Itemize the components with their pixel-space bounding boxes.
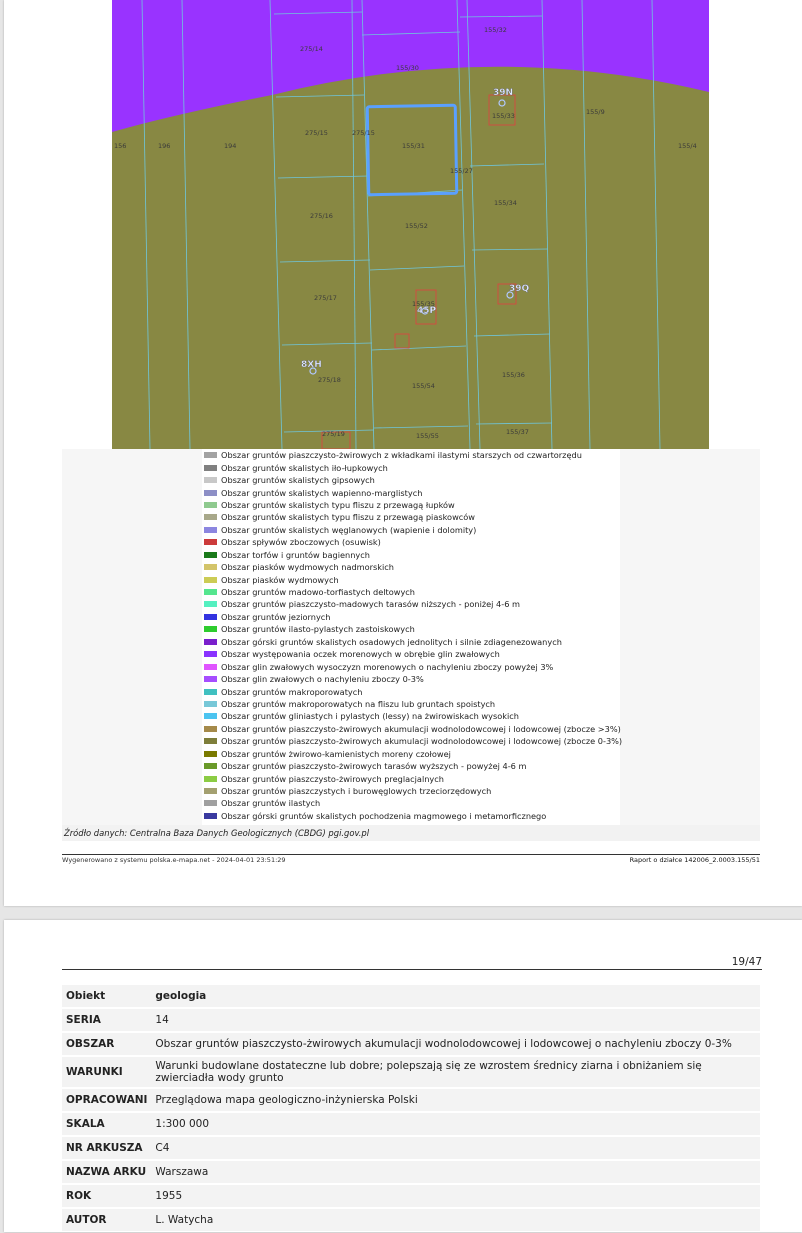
legend-label: Obszar gruntów ilasto-pylastych zastoiskowych [221, 624, 415, 635]
parcel-label[interactable]: 155/30 [396, 64, 419, 72]
legend-item [202, 561, 620, 573]
legend-item [202, 797, 620, 809]
legend-item [202, 685, 620, 697]
legend-swatch [204, 726, 217, 732]
borehole-label[interactable]: 39N [493, 88, 514, 98]
legend-label: Obszar gruntów skalistych typu fliszu z przewagą łupków [221, 499, 455, 510]
info-key: OBSZAR [62, 1033, 151, 1055]
legend-item [202, 648, 620, 660]
legend-swatch [204, 601, 217, 607]
info-key: Obiekt [62, 985, 151, 1007]
legend-swatch [204, 776, 217, 782]
legend-item [202, 449, 620, 461]
legend-label: Obszar gruntów makroporowatych na fliszu lub gruntach spoistych [221, 698, 496, 709]
legend-label: Obszar gruntów skalistych węglanowych (wapienie i dolomity) [221, 524, 477, 535]
legend-swatch [204, 490, 217, 496]
parcel-label[interactable]: 275/19 [322, 430, 345, 438]
legend-item [202, 623, 620, 635]
info-value: Obszar gruntów piaszczysto-żwirowych akumulacji wodnolodowcowej i lodowcowej o nachyleniu zboczy 0-3% [151, 1033, 760, 1055]
legend-item [202, 785, 620, 797]
legend-swatch [204, 552, 217, 558]
info-value: 1:300 000 [151, 1113, 760, 1135]
legend-item [202, 573, 620, 585]
info-key: ROK [62, 1185, 151, 1207]
geology-map[interactable] [112, 0, 709, 449]
parcel-label[interactable]: 155/32 [484, 26, 507, 34]
info-key: OPRACOWANI [62, 1089, 151, 1111]
legend-label: Obszar gruntów piaszczysto-żwirowych z wkładkami ilastymi starszych od czwartorzędu [221, 450, 582, 461]
legend-item [202, 673, 620, 685]
legend-swatch [204, 788, 217, 794]
legend-label: Obszar glin zwałowych o nachyleniu zboczy 0-3% [221, 674, 424, 685]
info-row [62, 1113, 760, 1135]
page-number: 19/47 [731, 956, 762, 968]
info-value: L. Watycha [151, 1209, 760, 1231]
legend-item [202, 698, 620, 710]
legend-label: Obszar gruntów makroporowatych [221, 686, 363, 697]
parcel-label[interactable]: 155/27 [450, 167, 473, 175]
info-row [62, 1009, 760, 1031]
parcel-label[interactable]: 275/18 [318, 376, 341, 384]
legend-panel [62, 449, 760, 825]
legend-swatch [204, 689, 217, 695]
legend-label: Obszar piasków wydmowych [221, 574, 339, 585]
info-row [62, 1057, 760, 1087]
parcel-label[interactable]: 155/52 [405, 222, 428, 230]
legend-label: Obszar gruntów piaszczysto-żwirowych akumulacji wodnolodowcowej i lodowcowej (zbocze 0-3%) [221, 736, 623, 747]
info-row [62, 1209, 760, 1231]
legend-label: Obszar gruntów piaszczysto-żwirowych preglacjalnych [221, 773, 444, 784]
legend-label: Obszar gruntów piaszczysto-madowych tarasów niższych - poniżej 4-6 m [221, 599, 521, 610]
legend-item [202, 499, 620, 511]
legend-swatch [204, 713, 217, 719]
legend-item [202, 598, 620, 610]
info-value: Warszawa [151, 1161, 760, 1183]
info-key: SERIA [62, 1009, 151, 1031]
legend-swatch [204, 539, 217, 545]
legend-swatch [204, 626, 217, 632]
legend-label: Obszar gruntów piaszczystych i burowęglowych trzeciorzędowych [221, 786, 492, 797]
legend-item [202, 810, 620, 822]
legend-swatch [204, 751, 217, 757]
legend-item [202, 760, 620, 772]
legend-swatch [204, 763, 217, 769]
parcel-label[interactable]: 155/4 [678, 142, 697, 150]
map-legend [202, 449, 623, 825]
parcel-label[interactable]: 275/15 [305, 129, 328, 137]
info-value: 1955 [151, 1185, 760, 1207]
info-key: NR ARKUSZA [62, 1137, 151, 1159]
borehole-label[interactable]: 39Q [509, 284, 530, 294]
legend-item [202, 748, 620, 760]
header-divider [62, 969, 762, 970]
parcel-label[interactable]: 155/55 [416, 432, 439, 440]
legend-swatch [204, 589, 217, 595]
legend-label: Obszar gruntów skalistych gipsowych [221, 475, 375, 486]
legend-label: Obszar gruntów jeziornych [221, 611, 331, 622]
legend-item [202, 486, 620, 498]
legend-swatch [204, 676, 217, 682]
legend-swatch [204, 701, 217, 707]
legend-label: Obszar gruntów skalistych typu fliszu z przewagą piaskowców [221, 512, 475, 523]
legend-swatch [204, 614, 217, 620]
legend-label: Obszar gruntów gliniastych i pylastych (lessy) na żwirowiskach wysokich [221, 711, 519, 722]
report-page-19 [4, 920, 802, 1232]
legend-label: Obszar górski gruntów skalistych osadowych jednolitych i silnie zdiagenezowanych [221, 636, 562, 647]
legend-item [202, 636, 620, 648]
legend-swatch [204, 664, 217, 670]
legend-item [202, 549, 620, 561]
legend-swatch [204, 738, 217, 744]
legend-swatch [204, 465, 217, 471]
legend-swatch [204, 577, 217, 583]
parcel-label[interactable]: 155/36 [502, 371, 525, 379]
parcel-label[interactable]: 155/37 [506, 428, 529, 436]
report-page-18 [4, 0, 802, 906]
geology-info-table [62, 983, 760, 1233]
footer-report-id: Raport o działce 142006_2.0003.155/51 [629, 856, 760, 864]
info-row [62, 1185, 760, 1207]
legend-swatch [204, 514, 217, 520]
info-value: Warunki budowlane dostateczne lub dobre; polepszają się ze wzrostem średnicy ziarna i obniżaniem się zwierciadła wody grunto [151, 1057, 760, 1087]
legend-item [202, 772, 620, 784]
parcel-label[interactable]: 155/54 [412, 382, 435, 390]
parcel-label[interactable]: 196 [158, 142, 171, 150]
legend-label: Obszar gruntów madowo-torfiastych deltowych [221, 587, 415, 598]
legend-item [202, 735, 623, 747]
parcel-label[interactable]: 155/35 [412, 300, 435, 308]
borehole-label[interactable]: 45P [417, 306, 437, 316]
info-row [62, 1137, 760, 1159]
info-value: C4 [151, 1137, 760, 1159]
legend-label: Obszar spływów zboczowych (osuwisk) [221, 537, 381, 548]
legend-item [202, 586, 620, 598]
parcel-label[interactable]: 275/14 [300, 45, 323, 53]
legend-item [202, 474, 620, 486]
info-key: AUTOR [62, 1209, 151, 1231]
legend-label: Obszar gruntów żwirowo-kamienistych moreny czołowej [221, 748, 451, 759]
parcel-label[interactable]: 156 [114, 142, 127, 150]
legend-item [202, 511, 620, 523]
legend-swatch [204, 813, 217, 819]
legend-item [202, 710, 620, 722]
info-value: 14 [151, 1009, 760, 1031]
legend-label: Obszar gruntów piaszczysto-żwirowych akumulacji wodnolodowcowej i lodowcowej (zbocze >3%) [221, 723, 621, 734]
legend-item [202, 524, 620, 536]
legend-label: Obszar gruntów ilastych [221, 798, 321, 809]
borehole-label[interactable]: 8XH [301, 360, 322, 370]
data-source-note: Źródło danych: Centralna Baza Danych Geologicznych (CBDG) pgi.gov.pl [62, 825, 760, 841]
parcel-label[interactable]: 155/34 [494, 199, 517, 207]
info-value: Przeglądowa mapa geologiczno-inżynierska Polski [151, 1089, 760, 1111]
parcel-label[interactable]: 155/31 [402, 142, 425, 150]
parcel-label[interactable]: 275/16 [310, 212, 333, 220]
legend-label: Obszar występowania oczek morenowych w obrębie glin zwałowych [221, 649, 500, 660]
legend-swatch [204, 564, 217, 570]
info-key: SKALA [62, 1113, 151, 1135]
map-canvas [112, 0, 709, 449]
info-row [62, 1089, 760, 1111]
legend-label: Obszar gruntów skalistych iło-łupkowych [221, 462, 388, 473]
info-key: NAZWA ARKU [62, 1161, 151, 1183]
legend-item [202, 723, 620, 735]
legend-label: Obszar glin zwałowych wysoczyzn morenowych o nachyleniu zboczy powyżej 3% [221, 661, 554, 672]
legend-swatch [204, 800, 217, 806]
legend-swatch [204, 452, 217, 458]
parcel-label[interactable]: 155/9 [586, 108, 605, 116]
footer-divider [62, 854, 760, 855]
info-key: WARUNKI [62, 1057, 151, 1087]
legend-swatch [204, 651, 217, 657]
footer-generated-text: Wygenerowano z systemu polska.e-mapa.net - 2024-04-01 23:51:29 [62, 856, 286, 864]
legend-label: Obszar górski gruntów skalistych pochodzenia magmowego i metamorficznego [221, 810, 547, 821]
info-row [62, 1033, 760, 1055]
info-row [62, 985, 760, 1007]
info-value: geologia [151, 985, 760, 1007]
legend-label: Obszar gruntów skalistych wapienno-marglistych [221, 487, 423, 498]
legend-item [202, 660, 620, 672]
legend-item [202, 611, 620, 623]
parcel-label[interactable]: 194 [224, 142, 237, 150]
info-row [62, 1161, 760, 1183]
legend-swatch [204, 502, 217, 508]
legend-item [202, 461, 620, 473]
legend-swatch [204, 477, 217, 483]
legend-label: Obszar gruntów piaszczysto-żwirowych tarasów wyższych - powyżej 4-6 m [221, 761, 527, 772]
legend-swatch [204, 639, 217, 645]
parcel-label[interactable]: 275/17 [314, 294, 337, 302]
legend-label: Obszar piasków wydmowych nadmorskich [221, 562, 394, 573]
legend-swatch [204, 527, 217, 533]
parcel-label[interactable]: 155/33 [492, 112, 515, 120]
legend-item [202, 536, 620, 548]
legend-label: Obszar torfów i gruntów bagiennych [221, 549, 370, 560]
parcel-label[interactable]: 275/15 [352, 129, 375, 137]
